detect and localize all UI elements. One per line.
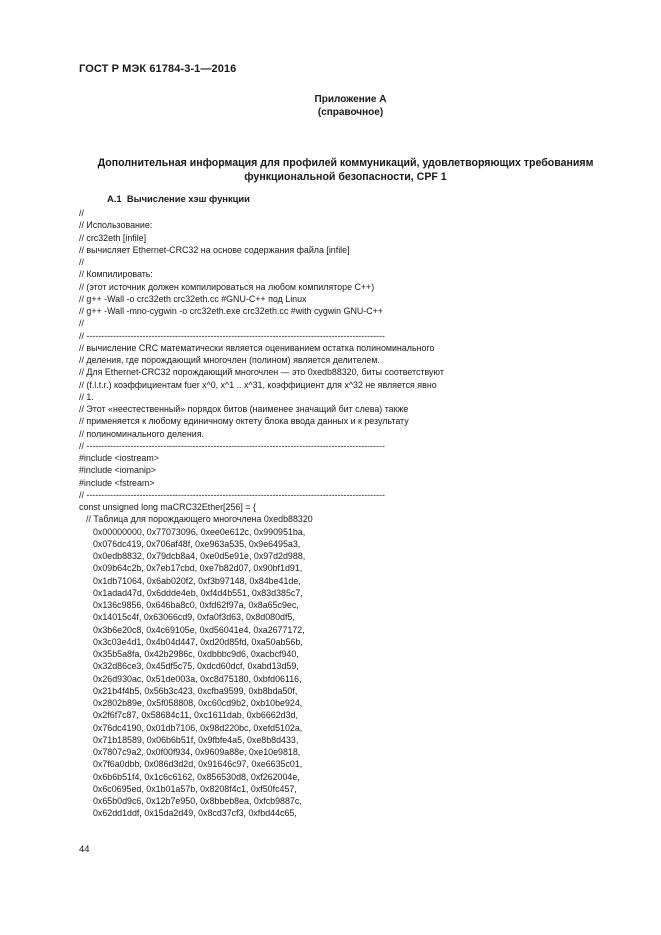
code-line: 0x26d930ac, 0x51de003a, 0xc8d75180, 0xbfd06116, [93,673,302,684]
page-title [80,156,611,184]
appendix-subtitle: (справочное) [317,107,384,118]
code-line: // Для Ethernet-CRC32 порождающий многочлен — это 0xedb88320, биты соответствуют [79,367,444,378]
code-line: 0x3c03e4d1, 0x4b04d447, 0xd20d85fd, 0xa50ab56b, [93,636,303,647]
code-listing [79,207,444,820]
section-title: Вычисление хэш функции [126,193,250,204]
code-line: #include <fstream> [79,477,155,488]
code-line: // g++ -Wall -o crc32eth crc32eth.cc #GNU-C++ под Linux [79,293,307,304]
appendix-title: Приложение А [314,94,387,105]
code-line: 0x35b5a8fa, 0x42b2986c, 0xdbbbc9d6, 0xacbcf940, [93,649,299,659]
code-line: 0x1db71064, 0x6ab020f2, 0xf3b97148, 0x84be41de, [93,575,301,586]
code-line: #include <iomanip> [79,465,156,476]
page-title-line-1: Дополнительная информация для профилей коммуникаций, удовлетворяющих требованиям [97,157,594,169]
code-line: 0x62dd1ddf, 0x15da2d49, 0x8cd37cf3, 0xfbd44c65, [93,808,297,819]
section-number: А.1 [107,193,122,204]
code-line: 0x6c0695ed, 0x1b01a57b, 0x8208f4c1, 0xf50fc457, [93,783,297,794]
code-line: // вычисление CRC математически является оцениванием остатка полиноминального [79,342,435,353]
page-title-line-2: функциональной безопасности, CPF 1 [244,171,447,183]
code-line: // [79,208,84,218]
code-line: // crc32eth [infile] [79,232,147,243]
code-line: // ----------------------------------------------------------------------------------------------------- [79,330,385,341]
code-line: 0x1adad47d, 0x6ddde4eb, 0xf4d4b551, 0x83d385c7, [93,587,303,598]
code-line: 0x71b18589, 0x06b6b51f, 0x9fbfe4a5, 0xe8b8d433, [93,734,299,745]
code-line: // применяется к любому единичному октету блока ввода данных и к результату [79,416,409,427]
code-line: // [79,318,84,329]
code-line: 0x14015c4f, 0x63066cd9, 0xfa0f3d63, 0x8d080df5, [93,612,295,623]
code-line: 0x136c9856, 0x646ba8c0, 0xfd62f97a, 0x8a65c9ec, [93,600,299,610]
code-line: 0x2802b89e, 0x5f058808, 0xc60cd9b2, 0xb10be924, [93,698,303,708]
appendix-heading [0,93,661,119]
page-number: 44 [79,844,90,855]
section-heading [107,193,250,204]
code-line: 0x65b0d9c6, 0x12b7e950, 0x8bbeb8ea, 0xfcb9887c, [93,796,302,806]
code-line: 0x3b6e20c8, 0x4c69105e, 0xd56041e4, 0xa2677172, [93,624,305,635]
code-line: // 1. [79,391,94,402]
code-line: 0x076dc419, 0x706af48f, 0xe963a535, 0x9e6495a3, [93,538,301,549]
code-line: 0x6b6b51f4, 0x1c6c6162, 0x856530d8, 0xf262004e, [93,771,300,782]
code-line: const unsigned long maCRC32Ether[256] = { [79,502,256,512]
code-line: 0x76dc4190, 0x01db7106, 0x98d220bc, 0xefd5102a, [93,722,303,733]
code-line: // g++ -Wall -mno-cygwin -o crc32eth.exe crc32eth.cc #with cygwin GNU-C++ [79,306,383,316]
code-line: // деления, где порождающий многочлен (полином) является делителем. [79,355,380,365]
code-line: // Таблица для порождающего многочлена 0xedb88320 [86,514,313,525]
code-line: 0x0edb8832, 0x79dcb8a4, 0xe0d5e91e, 0x97d2d988, [93,551,306,561]
code-line: 0x21b4f4b5, 0x56b3c423, 0xcfba9599, 0xb8bda50f, [93,685,298,696]
code-line: // полиноминального деления. [79,428,204,439]
document-standard-header: ГОСТ Р МЭК 61784-3-1—2016 [79,63,237,75]
code-line: // ----------------------------------------------------------------------------------------------------- [79,489,385,500]
code-line: 0x00000000, 0x77073096, 0xee0e612c, 0x990951ba, [93,526,306,537]
code-line: // (f.l.t.r.) коэффициентам fuer x^0, x^1 .. x^31, коэффициент для x^32 не является явно [79,379,437,390]
code-line: // [79,257,84,267]
code-line: // (этот источник должен компилироваться на любом компиляторе С++) [79,281,375,292]
code-line: 0x32d86ce3, 0x45df5c75, 0xdcd60dcf, 0xabd13d59, [93,661,299,672]
code-line: // Компилировать: [79,269,153,280]
code-line: #include <iostream> [79,453,159,463]
code-line: 0x7f6a0dbb, 0x086d3d2d, 0x91646c97, 0xe6635c01, [93,759,303,770]
code-line: // Этот «неестественный» порядок битов (наименее значащий бит слева) также [79,404,409,414]
code-line: 0x09b64c2b, 0x7eb17cbd, 0xe7b82d07, 0x90bf1d91, [93,563,303,574]
code-line: 0x2f6f7c87, 0x58684c11, 0xc1611dab, 0xb6662d3d, [93,710,298,721]
code-line: // ----------------------------------------------------------------------------------------------------- [79,440,385,451]
code-line: // Использование: [79,220,153,231]
code-line: // вычисляет Ethernet-CRC32 на основе содержания файла [infile] [79,244,350,255]
code-line: 0x7807c9a2, 0x0f00f934, 0x9609a88e, 0xe10e9818, [93,747,301,757]
